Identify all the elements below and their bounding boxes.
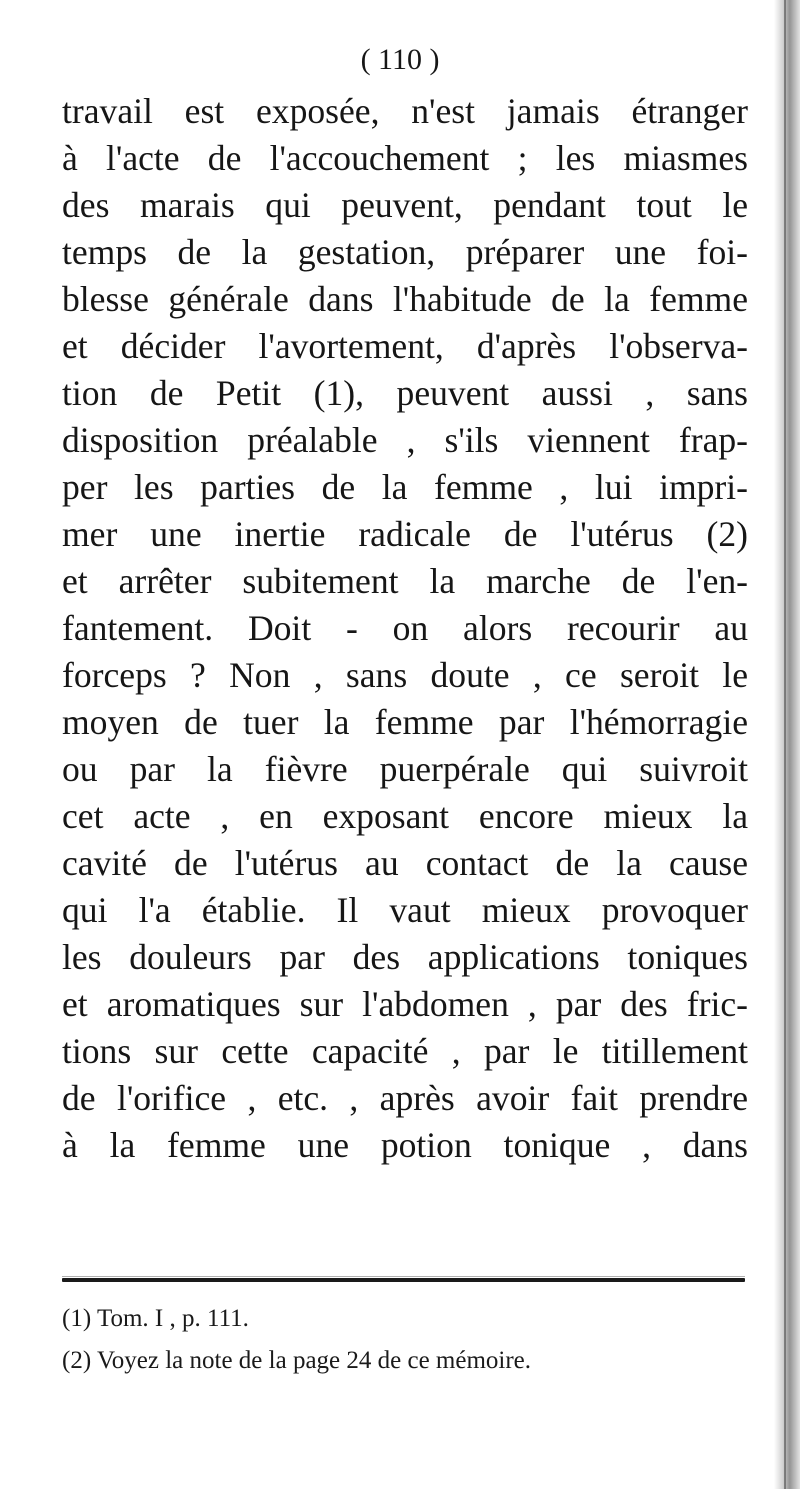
text-line: cavité de l'utérus au contact de la cause	[62, 843, 748, 883]
text-line: et arrêter subitement la marche de l'en-	[62, 561, 748, 601]
text-line: forceps ? Non , sans doute , ce seroit le	[62, 655, 748, 695]
text-line: travail est exposée, n'est jamais étranger	[62, 91, 748, 131]
text-line: per les parties de la femme , lui impri-	[62, 467, 748, 507]
text-line: moyen de tuer la femme par l'hémorragie	[62, 702, 748, 742]
text-line: les douleurs par des applications toniques	[62, 937, 748, 977]
text-line: disposition préalable , s'ils viennent frap-	[62, 420, 748, 460]
text-line: tions sur cette capacité , par le titillement	[62, 1031, 748, 1071]
text-line: à l'acte de l'accouchement ; les miasmes	[62, 138, 748, 178]
text-line: de l'orifice , etc. , après avoir fait prendre	[62, 1078, 748, 1118]
text-line: et décider l'avortement, d'après l'observa-	[62, 326, 748, 366]
footnote-divider	[62, 1278, 745, 1282]
text-line: qui l'a établie. Il vaut mieux provoquer	[62, 890, 748, 930]
footnotes	[62, 1298, 752, 1382]
text-line: tion de Petit (1), peuvent aussi , sans	[62, 373, 748, 413]
text-line: mer une inertie radicale de l'utérus (2)	[62, 514, 748, 554]
body-text	[62, 88, 748, 1169]
page-edge-line	[784, 0, 786, 1489]
text-line: fantement. Doit - on alors recourir au	[62, 608, 748, 648]
text-line: des marais qui peuvent, pendant tout le	[62, 185, 748, 225]
text-line: à la femme une potion tonique , dans	[62, 1125, 748, 1165]
footnote: (2) Voyez la note de la page 24 de ce mémoire.	[62, 1347, 532, 1374]
text-line: cet acte , en exposant encore mieux la	[62, 796, 748, 836]
page-number: ( 110 )	[360, 43, 440, 76]
text-line: temps de la gestation, préparer une foi-	[62, 232, 748, 272]
page-edge-shadow	[774, 0, 800, 1489]
text-line: blesse générale dans l'habitude de la femme	[62, 279, 748, 319]
footnote: (1) Tom. I , p. 111.	[62, 1305, 249, 1332]
text-line: et aromatiques sur l'abdomen , par des fric-	[62, 984, 748, 1024]
text-line: ou par la fièvre puerpérale qui suivroit	[62, 749, 748, 789]
